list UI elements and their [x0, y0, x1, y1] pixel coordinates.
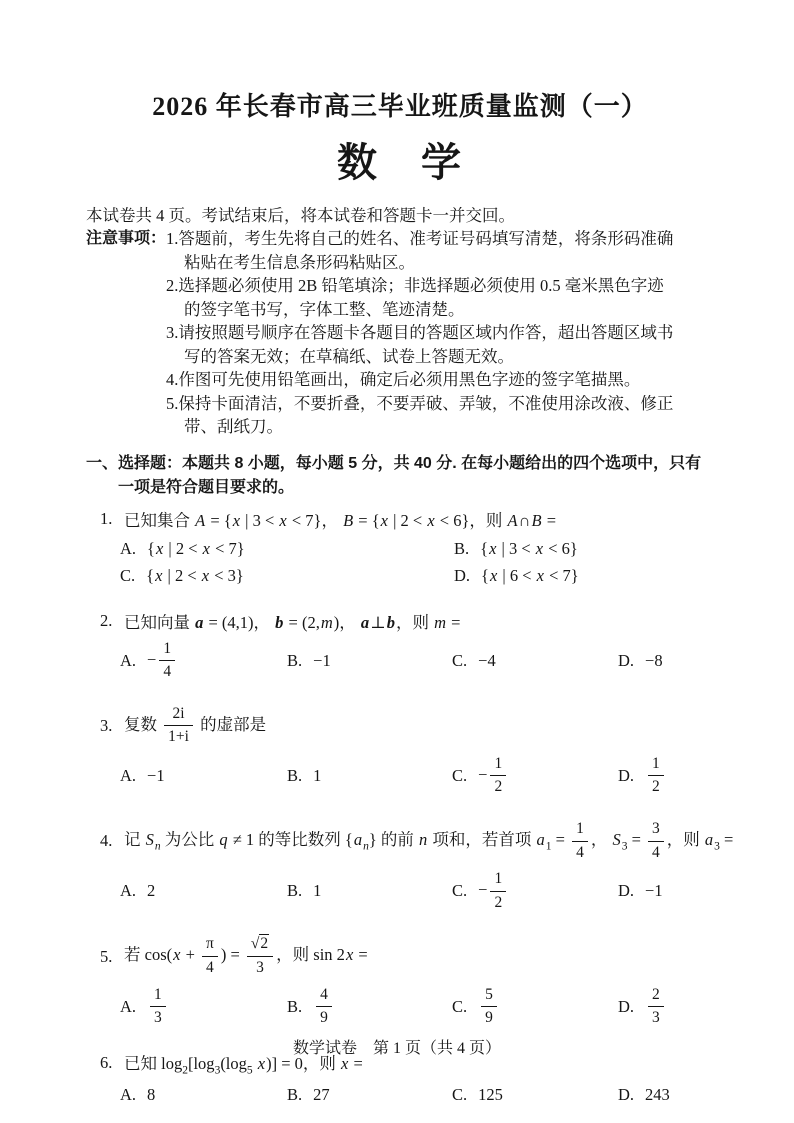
- question-number: 1.: [100, 508, 113, 528]
- math-vector-var: a: [360, 612, 370, 632]
- option-content: [313, 766, 321, 786]
- fraction-denominator: 4: [648, 841, 664, 864]
- fraction-numerator: π: [206, 935, 214, 953]
- fraction-numerator: 1: [494, 754, 503, 772]
- option-D: [618, 879, 714, 903]
- option-label: D.: [618, 650, 635, 670]
- fraction: [316, 985, 332, 1029]
- math-var: x: [155, 538, 164, 558]
- question-row: [86, 704, 714, 748]
- math-text: 已知向量: [124, 612, 195, 632]
- math-text: 已知集合: [124, 510, 195, 530]
- fraction-numerator: [247, 934, 273, 956]
- math-var: a: [353, 829, 363, 849]
- question-stem: [124, 609, 714, 633]
- question-number: 6.: [100, 1053, 113, 1073]
- option-C: [452, 869, 618, 913]
- math-text: | 3 <: [497, 538, 535, 558]
- notice-label: 注意事项：: [86, 230, 167, 247]
- option-content: [313, 881, 321, 901]
- subscript: 1: [545, 840, 552, 853]
- math-var: x: [201, 565, 210, 585]
- option-content: [478, 651, 496, 671]
- math-text: } 的前: [368, 829, 419, 849]
- math-var: x: [155, 565, 163, 585]
- math-vector-var: b: [275, 612, 284, 632]
- fraction: [247, 934, 273, 978]
- question-5: [86, 934, 714, 1028]
- fraction-numerator: 3: [652, 820, 660, 838]
- fraction: [159, 639, 175, 683]
- math-text: {: [147, 538, 155, 558]
- math-vector-var: a: [195, 612, 204, 632]
- math-text: < 6}: [544, 538, 578, 558]
- math-text: +: [181, 945, 200, 965]
- question-row: [86, 609, 714, 633]
- fraction-numerator: 4: [320, 985, 328, 1003]
- fraction-denominator: 4: [159, 660, 175, 683]
- fraction: [572, 819, 588, 863]
- math-text: | 3 <: [241, 510, 279, 530]
- options: [120, 985, 714, 1029]
- math-var: B: [343, 510, 354, 530]
- fraction-denominator: 2: [648, 775, 664, 798]
- math-text: −: [478, 880, 488, 900]
- math-var: n: [419, 829, 428, 849]
- math-text: | 2 <: [163, 565, 201, 585]
- subscript: n: [363, 840, 369, 853]
- math-text: = (2,: [284, 612, 320, 632]
- option-label: C.: [452, 765, 468, 785]
- fraction: [648, 819, 664, 863]
- math-var: x: [202, 538, 210, 558]
- math-var: q: [219, 829, 228, 849]
- math-var: x: [380, 510, 388, 530]
- subscript: n: [154, 840, 161, 853]
- math-text: < 7}: [544, 565, 579, 585]
- math-var: a: [536, 829, 545, 849]
- fraction-denominator: 3: [247, 956, 273, 979]
- option-B: [287, 985, 452, 1029]
- options: [120, 1083, 714, 1107]
- math-vector-var: b: [386, 612, 395, 632]
- notice-item-5-line-2: 带、刮纸刀。: [184, 417, 284, 436]
- math-text: 1: [313, 881, 322, 901]
- math-var: x: [345, 945, 354, 965]
- section-header-line-1: 一、选择题：本题共 8 小题，每小题 5 分，共 40 分. 在每小题给出的四个选项中，只有: [86, 454, 702, 472]
- page-footer: 数学试卷 第 1 页（共 4 页）: [292, 1040, 501, 1057]
- math-var: x: [279, 510, 287, 530]
- math-var: B: [531, 510, 542, 530]
- option-label: B.: [287, 765, 303, 785]
- math-text: 125: [478, 1084, 503, 1104]
- options: [120, 537, 714, 588]
- fraction-denominator: 2: [490, 775, 506, 798]
- option-label: D.: [618, 1084, 635, 1104]
- math-text: | 2 <: [388, 510, 427, 530]
- question-stem: [124, 704, 714, 748]
- option-A: [120, 1083, 287, 1107]
- fraction-denominator: 4: [202, 956, 218, 979]
- fraction: [164, 704, 193, 748]
- math-text: 复数: [124, 714, 162, 734]
- math-var: x: [489, 538, 497, 558]
- option-content: [645, 651, 663, 671]
- math-var: x: [341, 1053, 349, 1073]
- fraction-numerator: 1: [652, 754, 660, 772]
- option-content: [645, 881, 663, 901]
- fraction-numerator: 5: [485, 985, 493, 1003]
- math-text: 27: [313, 1084, 330, 1104]
- math-var: x: [536, 565, 544, 585]
- math-text: ∩: [518, 510, 531, 530]
- sqrt-radicand: 2: [260, 935, 269, 953]
- option-content: [146, 566, 244, 586]
- options: [120, 639, 714, 683]
- section-header: [86, 452, 714, 500]
- fraction: [648, 985, 664, 1029]
- math-text: ，: [590, 829, 612, 849]
- option-label: A.: [120, 538, 137, 558]
- math-var: S: [145, 829, 154, 849]
- option-label: B.: [454, 538, 470, 558]
- math-var: m: [320, 612, 333, 632]
- math-text: [log: [187, 1053, 215, 1073]
- question-stem: [124, 934, 714, 978]
- math-text: 已知 log: [124, 1053, 183, 1073]
- math-text: =: [627, 829, 646, 849]
- question-row: [86, 507, 714, 531]
- math-text: < 6}，则: [435, 510, 507, 530]
- option-content: [313, 651, 331, 671]
- math-text: = {: [206, 510, 232, 530]
- fraction-numerator: 1: [576, 820, 584, 838]
- math-var: a: [704, 829, 714, 849]
- fraction-numerator: 1: [494, 870, 503, 888]
- fraction: [490, 869, 506, 913]
- math-text: < 7}: [210, 538, 245, 558]
- math-text: −1: [313, 650, 331, 670]
- question-number: 4.: [100, 831, 113, 851]
- option-C: [452, 649, 618, 673]
- math-text: =: [719, 829, 734, 849]
- math-text: = (4,1)，: [204, 612, 275, 632]
- math-text: =: [542, 510, 557, 530]
- math-var: S: [612, 829, 621, 849]
- question-number: 3.: [100, 715, 113, 735]
- fraction-denominator: 9: [481, 1006, 497, 1029]
- option-D: [618, 1083, 714, 1107]
- fraction-denominator: 4: [572, 841, 588, 864]
- page-title: 2026 年长春市高三毕业班质量监测（一）: [152, 92, 648, 121]
- math-text: =: [551, 829, 570, 849]
- sqrt-icon: √: [250, 935, 260, 953]
- notice-item-1-line-2: 粘贴在考生信息条形码粘贴区。: [184, 252, 416, 272]
- math-text: −1: [645, 881, 663, 901]
- option-content: [645, 754, 667, 798]
- math-var: x: [257, 1053, 266, 1073]
- math-var: x: [535, 538, 544, 558]
- notice-item-4-line-1: 4.作图可先使用铅笔画出，确定后必须用黑色字迹的签字笔描黑。: [166, 370, 641, 389]
- math-text: −: [478, 764, 488, 784]
- option-A: [120, 537, 454, 561]
- question-2: [86, 609, 714, 683]
- option-label: B.: [287, 881, 303, 901]
- option-content: [478, 869, 509, 913]
- fraction-numerator: 1: [154, 985, 162, 1003]
- questions: [86, 507, 734, 1107]
- question-stem: [124, 819, 733, 863]
- option-label: D.: [618, 996, 635, 1016]
- section-header-line-2: 一项是符合题目要求的。: [118, 478, 295, 496]
- fraction: [202, 934, 218, 978]
- math-text: ⊥: [370, 612, 386, 632]
- option-label: D.: [618, 765, 635, 785]
- question-4: [86, 819, 734, 913]
- intro-line: 本试卷共 4 页。考试结束后，将本试卷和答题卡一并交回。: [86, 206, 515, 225]
- option-C: [452, 985, 618, 1029]
- fraction-numerator: 2: [652, 985, 660, 1003]
- math-text: =: [349, 1053, 363, 1073]
- fraction-numerator: 2i: [172, 704, 185, 722]
- option-label: D.: [454, 565, 471, 585]
- options: [120, 869, 714, 913]
- subject-title: 数 学: [337, 140, 463, 185]
- options: [120, 754, 714, 798]
- option-content: [313, 985, 335, 1029]
- math-text: 8: [147, 1084, 156, 1104]
- subscript: 5: [246, 1064, 253, 1077]
- option-D: [454, 564, 714, 588]
- fraction-numerator: 1: [163, 639, 172, 657]
- option-B: [287, 649, 452, 673]
- math-text: (log: [220, 1053, 247, 1073]
- math-text: 的虚部是: [195, 714, 267, 734]
- math-text: 243: [645, 1084, 670, 1104]
- option-content: [147, 539, 245, 559]
- fraction: [481, 985, 497, 1029]
- question-number: 2.: [100, 610, 113, 630]
- math-text: {: [481, 565, 489, 585]
- option-content: [147, 639, 178, 683]
- math-text: −: [147, 649, 157, 669]
- fraction-denominator: 1+i: [164, 725, 193, 748]
- math-text: ，则 sin 2: [276, 945, 345, 965]
- math-var: x: [173, 945, 181, 965]
- math-text: =: [446, 612, 461, 632]
- option-D: [618, 985, 714, 1029]
- option-D: [618, 649, 714, 673]
- option-A: [120, 879, 287, 903]
- math-text: −8: [645, 650, 663, 670]
- math-text: ，则: [666, 829, 704, 849]
- option-B: [454, 537, 714, 561]
- math-text: < 7}，: [287, 510, 343, 530]
- option-label: D.: [618, 881, 635, 901]
- fraction-denominator: 9: [316, 1006, 332, 1029]
- option-content: [645, 1085, 670, 1105]
- math-var: m: [434, 612, 446, 632]
- option-content: [147, 766, 165, 786]
- option-content: [478, 1085, 503, 1105]
- math-text: 2: [147, 881, 156, 901]
- option-C: [452, 754, 618, 798]
- notice-item-3-line-2: 写的答案无效；在草稿纸、试卷上答题无效。: [184, 346, 515, 366]
- math-text: −4: [478, 650, 496, 670]
- option-content: [478, 754, 509, 798]
- notice-list: [166, 227, 714, 439]
- option-label: C.: [120, 565, 136, 585]
- notice-item-3-line-1: 3.请按照题号顺序在答题卡各题目的答题区域内作答，超出答题区域书: [166, 323, 674, 342]
- math-text: )，: [333, 612, 360, 632]
- option-label: C.: [452, 996, 468, 1016]
- option-label: B.: [287, 996, 303, 1016]
- fraction-denominator: 2: [490, 891, 506, 914]
- option-content: [147, 1085, 155, 1105]
- math-text: ，则: [395, 612, 434, 632]
- subscript: 3: [214, 1064, 221, 1077]
- option-content: [313, 1085, 330, 1105]
- question-row: [86, 819, 734, 863]
- math-text: 项和，若首项: [428, 829, 536, 849]
- math-var: x: [489, 565, 498, 585]
- option-label: A.: [120, 881, 137, 901]
- option-A: [120, 985, 287, 1029]
- fraction: [648, 754, 664, 798]
- question-3: [86, 704, 714, 798]
- fraction: [150, 985, 166, 1029]
- math-text: | 6 <: [498, 565, 536, 585]
- option-B: [287, 879, 452, 903]
- option-label: B.: [287, 650, 303, 670]
- option-C: [120, 564, 454, 588]
- notice-item-1-line-1: 1.答题前，考生先将自己的姓名、准考证号码填写清楚，将条形码准确: [166, 229, 674, 248]
- math-text: ≠ 1 的等比数列 {: [228, 829, 353, 849]
- fraction: [490, 754, 506, 798]
- option-label: B.: [287, 1084, 303, 1104]
- option-label: A.: [120, 996, 137, 1016]
- option-content: [480, 539, 578, 559]
- question-row: [86, 934, 714, 978]
- option-label: C.: [452, 1084, 468, 1104]
- question-1: [86, 507, 714, 588]
- math-var: A: [507, 510, 518, 530]
- fraction-denominator: 3: [150, 1006, 166, 1029]
- question-6: [86, 1050, 714, 1107]
- notice-item-2-line-1: 2.选择题必须使用 2B 铅笔填涂；非选择题必须使用 0.5 毫米黑色字迹: [166, 276, 664, 295]
- option-label: A.: [120, 650, 137, 670]
- option-content: [481, 566, 579, 586]
- math-var: x: [427, 510, 435, 530]
- option-label: C.: [452, 650, 468, 670]
- notice-item-5-line-1: 5.保持卡面清洁，不要折叠，不要弄破、弄皱，不准使用涂改液、修正: [166, 393, 674, 413]
- option-B: [287, 1083, 452, 1107]
- math-text: 若 cos(: [124, 945, 173, 965]
- option-label: A.: [120, 765, 137, 785]
- math-var: A: [195, 510, 206, 530]
- option-C: [452, 1083, 618, 1107]
- notice-item-2-line-2: 的签字笔书写，字体工整、笔迹清楚。: [184, 299, 465, 319]
- math-text: {: [480, 538, 489, 558]
- math-text: 记: [124, 829, 145, 849]
- subscript: 3: [621, 840, 628, 853]
- option-A: [120, 764, 287, 788]
- math-text: =: [354, 945, 368, 965]
- subscript: 3: [714, 840, 720, 853]
- question-stem: [124, 507, 714, 531]
- math-text: 1: [313, 765, 322, 785]
- option-content: [478, 985, 500, 1029]
- math-text: {: [146, 565, 155, 585]
- notice-section: [86, 227, 714, 439]
- subscript: 2: [182, 1064, 188, 1077]
- option-content: [147, 881, 155, 901]
- option-label: C.: [452, 881, 468, 901]
- option-B: [287, 764, 452, 788]
- option-content: [147, 985, 169, 1029]
- option-label: A.: [120, 1084, 137, 1104]
- math-text: < 3}: [210, 565, 244, 585]
- option-A: [120, 639, 287, 683]
- option-D: [618, 754, 714, 798]
- math-var: x: [232, 510, 241, 530]
- math-text: ) =: [220, 945, 244, 965]
- math-text: | 2 <: [164, 538, 202, 558]
- option-content: [645, 985, 667, 1029]
- math-text: 为公比: [160, 829, 219, 849]
- math-text: )] = 0，则: [266, 1053, 341, 1073]
- math-text: = {: [354, 510, 380, 530]
- math-text: −1: [147, 765, 165, 785]
- fraction-denominator: 3: [648, 1006, 664, 1029]
- question-number: 5.: [100, 946, 113, 966]
